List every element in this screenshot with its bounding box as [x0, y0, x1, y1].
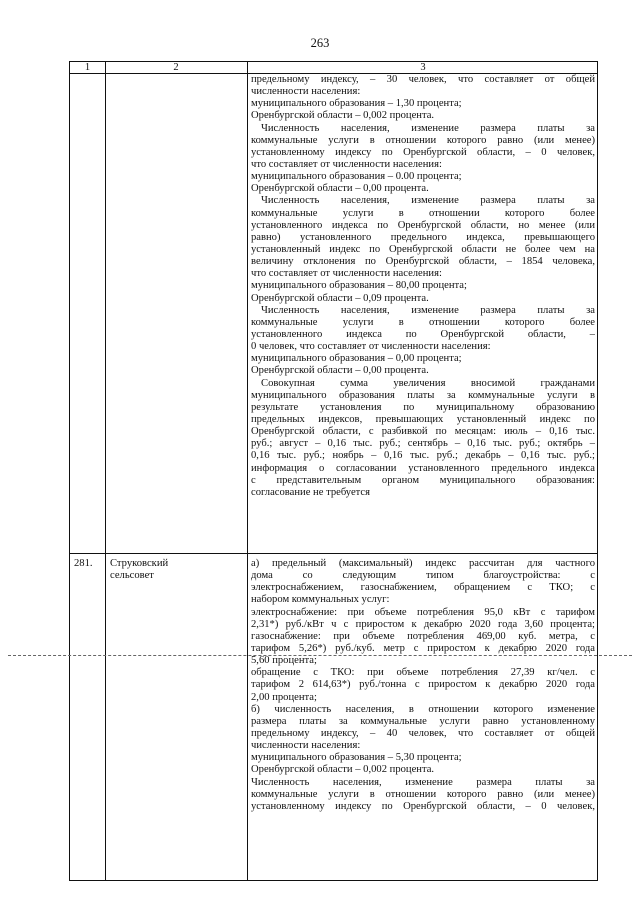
text-line: согласование не требуется: [251, 486, 371, 498]
text-line: электроснабжение: при объеме потребления 95,0 кВт с тарифом: [251, 606, 595, 618]
text-line: коммунальные услуги в отношении которого более: [251, 207, 595, 219]
row-281-description: [251, 558, 595, 813]
text-line: предельному индексу, – 30 человек, что составляет от общей: [251, 74, 595, 85]
text-line: б) численность населения, в отношении которого изменение: [251, 703, 595, 715]
text-line: набором коммунальных услуг:: [251, 594, 390, 606]
column-divider: [247, 62, 248, 880]
text-line: муниципального образования – 1,30 процента;: [251, 98, 462, 110]
text-line: муниципального образования платы за коммунальные услуги в: [251, 389, 595, 401]
text-line: численности населения:: [251, 86, 361, 98]
page-number: 263: [310, 36, 330, 50]
text-line: руб.; август – 0,16 тыс. руб.; сентябрь – 0,16 тыс. руб.; октябрь –: [251, 438, 595, 450]
text-line: 0 человек, что составляет от численности населения:: [251, 341, 491, 353]
text-line: величину отклонения по Оренбургской области, – 1854 человека,: [251, 256, 595, 268]
text-line: информация о согласовании установленного предельного индекса: [251, 462, 595, 474]
previous-row-description: [251, 74, 595, 499]
text-line: 2,00 процента;: [251, 691, 317, 703]
text-line: Оренбургской области – 0,002 процента.: [251, 110, 435, 122]
row-divider: [70, 553, 597, 554]
text-line: 2,31*) руб./кВт ч с приростом к декабрю 2020 года 3,60 процента;: [251, 618, 595, 630]
text-line: установленного индекса по Оренбургской области, но менее (или: [251, 219, 595, 231]
text-line: Численность населения, изменение размера платы за: [261, 122, 595, 134]
text-line: а) предельный (максимальный) индекс рассчитан для частного: [251, 558, 595, 569]
text-line: установленного индекса по Оренбургской области, –: [251, 328, 595, 340]
text-line: муниципального образования – 0,00 процента;: [251, 353, 462, 365]
text-line: Численность населения, изменение размера платы за: [261, 304, 595, 316]
text-line: коммунальные услуги в отношении которого равно (или менее): [251, 788, 595, 800]
text-line: Оренбургской области – 0,09 процента.: [251, 292, 429, 304]
row-281-number: [74, 558, 104, 570]
text-line: коммунальные услуги в отношении которого более: [251, 316, 595, 328]
text-line: предельному индексу, – 40 человек, что составляет от общей: [251, 727, 595, 739]
text-line: тарифом 2 614,63*) руб./тонна с приростом к декабрю 2020 года: [251, 679, 595, 691]
text-line: установленному индексу по Оренбургской области, – 0 человек,: [251, 146, 595, 158]
text-line: коммунальные услуги в отношении которого равно (или менее): [251, 134, 595, 146]
text-line: Оренбургской области – 0,00 процента.: [251, 183, 429, 195]
text-line: 0,16 тыс. руб.; ноябрь – 0,16 тыс. руб.; декабрь – 0,16 тыс. руб.;: [251, 450, 595, 462]
text-line: что составляет от численности населения:: [251, 158, 442, 170]
text-line: Оренбургской области – 0,002 процента.: [251, 764, 435, 776]
table: [69, 61, 598, 881]
column-header-2: 2: [173, 62, 179, 73]
column-header-3: 3: [420, 62, 426, 73]
text-line: Совокупная сумма увеличения вносимой гражданами: [261, 377, 595, 389]
text-line: дома со следующим типом благоустройства: с: [251, 570, 595, 582]
text-line: электроснабжением, газоснабжением, обращением с ТКО; с: [251, 582, 595, 594]
text-line: обращение с ТКО: при объеме потребления 27,39 кг/чел. с: [251, 667, 595, 679]
text-line: установленный индекс по Оренбургской области не более чем на: [251, 243, 595, 255]
text-line: муниципального образования – 5,30 процента;: [251, 752, 462, 764]
text-line: с представительным органом муниципального образования:: [251, 474, 595, 486]
row-number: 281.: [74, 558, 93, 569]
text-line: численности населения:: [251, 740, 361, 752]
text-line: муниципального образования – 80,00 процента;: [251, 280, 467, 292]
text-line: установленному индексу по Оренбургской области, – 0 человек,: [251, 800, 595, 812]
row-281-name: [110, 558, 244, 582]
text-line: Численность населения, изменение размера платы за: [261, 195, 595, 207]
municipality-name-line: Струковский: [110, 558, 169, 569]
text-line: Оренбургской области, с разбивкой по месяцам: июль – 0,16 тыс.: [251, 426, 595, 438]
text-line: Оренбургской области – 0,00 процента.: [251, 365, 429, 377]
municipality-name-line: сельсовет: [110, 570, 154, 582]
text-line: размера платы за коммунальные услуги равно установленному: [251, 715, 595, 727]
text-line: предельных индексов, превышающих установленный индекс по: [251, 413, 595, 425]
text-line: Численность населения, изменение размера платы за: [251, 776, 595, 788]
text-line: равно) установленного предельного индекса, превышающего: [251, 231, 595, 243]
text-line: газоснабжение: при объеме потребления 469,00 куб. метра, с: [251, 630, 595, 642]
text-line: результате установления по муниципальному образованию: [251, 401, 595, 413]
text-line: что составляет от численности населения:: [251, 268, 442, 280]
column-divider: [105, 62, 106, 880]
text-line: 5,60 процента;: [251, 655, 317, 667]
scan-artifact-line: [8, 655, 632, 656]
column-header-1: 1: [84, 62, 91, 73]
text-line: тарифом 5,26*) руб./куб. метр с приростом к декабрю 2020 года: [251, 642, 595, 654]
text-line: муниципального образования – 0.00 процента;: [251, 171, 462, 183]
